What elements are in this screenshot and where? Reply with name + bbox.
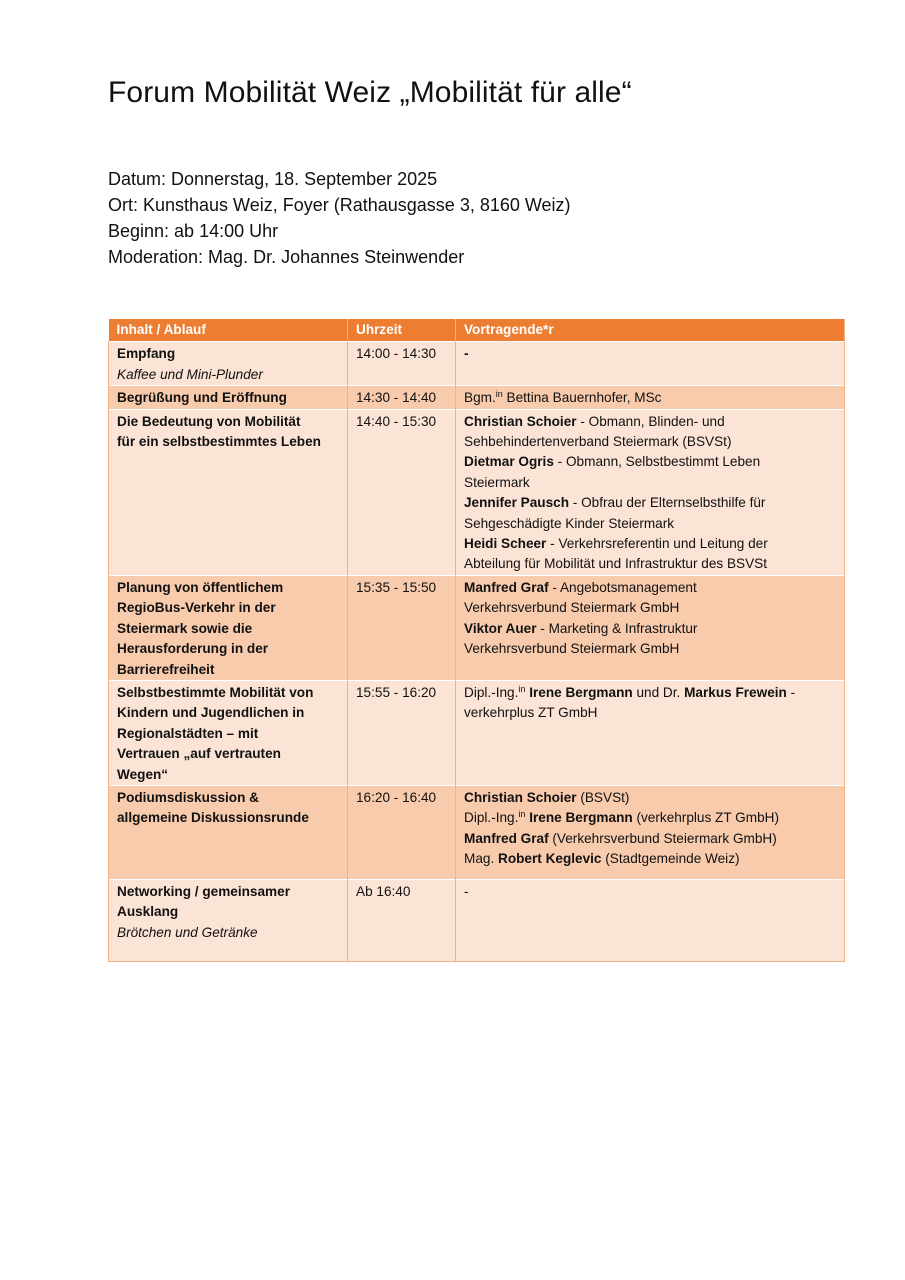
- speaker-name: Robert Keglevic: [498, 851, 602, 867]
- table-row: [109, 575, 845, 680]
- speaker-line: [464, 344, 836, 364]
- topic-line: für ein selbstbestimmtes Leben: [117, 434, 321, 450]
- cell-topic: [109, 680, 348, 785]
- speaker-name: Viktor Auer: [464, 620, 537, 636]
- speaker-name: Irene Bergmann: [525, 810, 633, 826]
- topic-line: Planung von öffentlichem: [117, 579, 284, 595]
- table-row: [109, 409, 845, 575]
- title-suffix: in: [518, 809, 526, 820]
- speaker-role: - Obmann, Blinden- und: [576, 413, 725, 429]
- speaker-line: [464, 808, 836, 828]
- info-start: Beginn: ab 14:00 Uhr: [108, 221, 279, 241]
- speaker-role: - Obfrau der Elternselbsthilfe für: [569, 495, 766, 511]
- speaker-line: [464, 829, 836, 849]
- speaker-connector: und Dr.: [632, 684, 685, 700]
- cell-time: 14:40 - 15:30: [348, 409, 456, 575]
- cell-topic: [109, 409, 348, 575]
- topic-line: Podiumsdiskussion &: [117, 789, 260, 805]
- speaker-name: Manfred Graf: [464, 830, 549, 846]
- cell-time: 14:30 - 14:40: [348, 386, 456, 409]
- speaker-name: Markus Frewein: [684, 684, 787, 700]
- speaker-role: - Marketing & Infrastruktur: [536, 620, 698, 636]
- speaker-line: [464, 849, 836, 869]
- header-speakers: Vortragende*r: [456, 319, 845, 342]
- info-location: Ort: Kunsthaus Weiz, Foyer (Rathausgasse 3, 8160 Weiz): [108, 195, 571, 215]
- cell-speakers: [456, 575, 845, 680]
- table-row: [109, 680, 845, 785]
- speaker-name: Bettina Bauernhofer, MSc: [502, 390, 662, 406]
- header-time: Uhrzeit: [348, 319, 456, 342]
- cell-speakers: [456, 409, 845, 575]
- speaker-line: [464, 452, 836, 472]
- speaker-role: - Obmann, Selbstbestimmt Leben: [553, 454, 761, 470]
- speaker-title: Dipl.-Ing.: [464, 810, 519, 826]
- speaker-role-cont: Sehgeschädigte Kinder Steiermark: [464, 515, 675, 531]
- speaker-line: [464, 619, 836, 639]
- speaker-name: Jennifer Pausch: [464, 495, 570, 511]
- table-row: [109, 879, 845, 961]
- speaker-role-cont: Steiermark: [464, 474, 530, 490]
- speaker-org: (BSVSt): [576, 789, 630, 805]
- speaker-name: Manfred Graf: [464, 579, 549, 595]
- speaker-line: [464, 493, 836, 513]
- cell-topic: [109, 785, 348, 879]
- speaker-role: -: [786, 684, 796, 700]
- cell-speakers: [456, 680, 845, 785]
- topic-line: Barrierefreiheit: [117, 661, 215, 677]
- speaker-name: Irene Bergmann: [525, 684, 633, 700]
- cell-time: 15:55 - 16:20: [348, 680, 456, 785]
- speaker-line: -: [464, 883, 469, 899]
- speaker-role: - Verkehrsreferentin und Leitung der: [546, 536, 768, 552]
- speaker-org: (verkehrplus ZT GmbH): [632, 810, 779, 826]
- topic-line: allgemeine Diskussionsrunde: [117, 810, 309, 826]
- speaker-role-cont: verkehrplus ZT GmbH: [464, 705, 598, 721]
- speaker-line: [464, 388, 836, 408]
- topic-line: Wegen“: [117, 766, 169, 782]
- speaker-name: Christian Schoier: [464, 413, 577, 429]
- page-title: Forum Mobilität Weiz „Mobilität für alle“: [108, 76, 632, 109]
- speaker-line: [464, 534, 836, 554]
- cell-speakers: [456, 386, 845, 409]
- table-row: [109, 386, 845, 409]
- speaker-name: Dietmar Ogris: [464, 454, 554, 470]
- topic-line: Vertrauen „auf vertrauten: [117, 746, 281, 762]
- speaker-line: [464, 788, 836, 808]
- speaker-name: Christian Schoier: [464, 789, 577, 805]
- cell-time: 16:20 - 16:40: [348, 785, 456, 879]
- info-date: Datum: Donnerstag, 18. September 2025: [108, 169, 438, 189]
- title-suffix: in: [495, 389, 503, 400]
- topic-line: Steiermark sowie die: [117, 620, 253, 636]
- speaker-title: Dipl.-Ing.: [464, 684, 519, 700]
- speaker-org: (Verkehrsverbund Steiermark GmbH): [548, 830, 777, 846]
- topic-line: Selbstbestimmte Mobilität von: [117, 684, 314, 700]
- cell-speakers: [456, 342, 845, 386]
- speaker-role-cont: Sehbehindertenverband Steiermark (BSVSt): [464, 434, 732, 450]
- speaker-role-cont: Verkehrsverbund Steiermark GmbH: [464, 641, 680, 657]
- topic-line: Empfang: [117, 346, 176, 362]
- speaker-name: -: [464, 346, 469, 362]
- speaker-role-cont: Verkehrsverbund Steiermark GmbH: [464, 600, 680, 616]
- cell-topic: [109, 879, 348, 961]
- cell-time: 15:35 - 15:50: [348, 575, 456, 680]
- table-row: [109, 342, 845, 386]
- topic-line: Begrüßung und Eröffnung: [117, 390, 287, 406]
- speaker-title: Mag.: [464, 851, 498, 867]
- info-moderation: Moderation: Mag. Dr. Johannes Steinwender: [108, 247, 465, 267]
- table-row: [109, 785, 845, 879]
- cell-speakers: [456, 785, 845, 879]
- cell-topic: [109, 386, 348, 409]
- header-content: Inhalt / Ablauf: [109, 319, 348, 342]
- cell-speakers: [456, 879, 845, 961]
- event-info: [108, 166, 571, 270]
- topic-note: Kaffee und Mini-Plunder: [117, 366, 263, 382]
- cell-time: Ab 16:40: [348, 879, 456, 961]
- speaker-line: [464, 683, 836, 703]
- topic-line: Die Bedeutung von Mobilität: [117, 413, 301, 429]
- topic-line: Ausklang: [117, 904, 179, 920]
- speaker-line: [464, 578, 836, 598]
- topic-line: Regionalstädten – mit: [117, 725, 259, 741]
- cell-topic: [109, 342, 348, 386]
- topic-note: Brötchen und Getränke: [117, 924, 258, 940]
- schedule-table: [108, 319, 845, 962]
- speaker-name: Heidi Scheer: [464, 536, 547, 552]
- speaker-title: Bgm.: [464, 390, 496, 406]
- cell-topic: [109, 575, 348, 680]
- topic-line: Herausforderung in der: [117, 641, 269, 657]
- topic-line: RegioBus-Verkehr in der: [117, 600, 276, 616]
- topic-line: Networking / gemeinsamer: [117, 883, 290, 899]
- speaker-role-cont: Abteilung für Mobilität und Infrastruktur des BSVSt: [464, 556, 767, 572]
- speaker-role: - Angebotsmanagement: [548, 579, 697, 595]
- speaker-org: (Stadtgemeinde Weiz): [601, 851, 740, 867]
- cell-time: 14:00 - 14:30: [348, 342, 456, 386]
- speaker-line: [464, 412, 836, 432]
- table-header-row: [109, 319, 845, 342]
- topic-line: Kindern und Jugendlichen in: [117, 705, 305, 721]
- title-suffix: in: [518, 683, 526, 694]
